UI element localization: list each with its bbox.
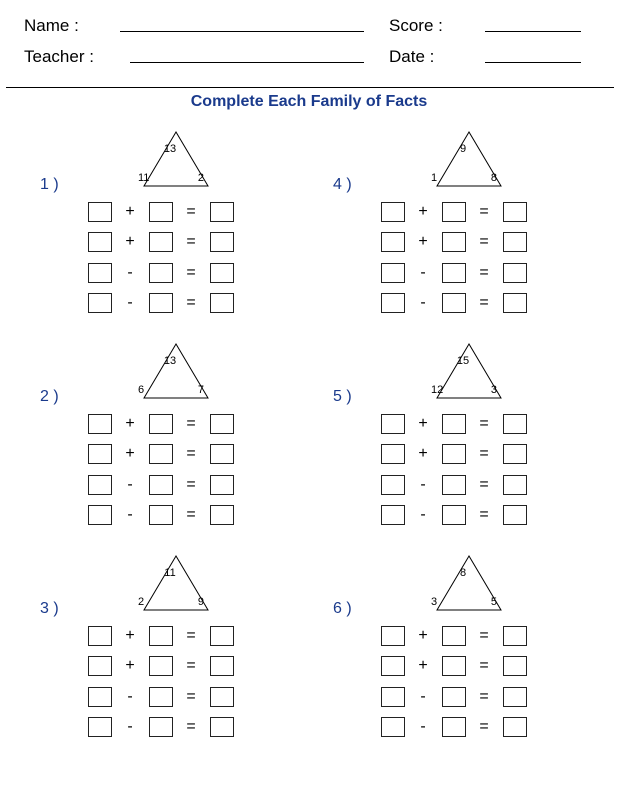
answer-box[interactable] [381,444,405,464]
score-line[interactable] [485,31,581,32]
answer-box[interactable] [88,687,112,707]
answer-box[interactable] [381,202,405,222]
answer-box[interactable] [503,293,527,313]
answer-box[interactable] [149,232,173,252]
equals-sign: = [186,627,196,644]
answer-box[interactable] [503,717,527,737]
answer-box[interactable] [149,626,173,646]
answer-box[interactable] [210,414,234,434]
answer-box[interactable] [149,687,173,707]
equals-sign: = [479,445,489,462]
date-label: Date : [389,47,435,66]
answer-box[interactable] [381,293,405,313]
teacher-label: Teacher : [24,47,94,66]
answer-box[interactable] [381,626,405,646]
answer-box[interactable] [210,475,234,495]
triangle-right-number: 8 [490,172,497,184]
plus-sign: + [418,657,428,674]
answer-box[interactable] [149,717,173,737]
plus-sign: + [125,657,135,674]
answer-box[interactable] [149,505,173,525]
answer-box[interactable] [149,293,173,313]
answer-box[interactable] [442,475,466,495]
answer-box[interactable] [149,202,173,222]
answer-box[interactable] [442,687,466,707]
triangle-top-number: 15 [456,355,470,367]
answer-box[interactable] [381,505,405,525]
minus-sign: - [420,476,426,493]
equals-sign: = [186,415,196,432]
answer-box[interactable] [503,687,527,707]
answer-box[interactable] [210,444,234,464]
problem-number: 3 ) [40,600,59,617]
answer-box[interactable] [88,505,112,525]
answer-box[interactable] [210,656,234,676]
answer-box[interactable] [88,717,112,737]
equals-sign: = [186,688,196,705]
triangle-right-number: 2 [197,172,204,184]
answer-box[interactable] [88,626,112,646]
answer-box[interactable] [442,717,466,737]
triangle-right-number: 7 [197,384,204,396]
answer-box[interactable] [149,444,173,464]
equals-sign: = [479,657,489,674]
answer-box[interactable] [88,232,112,252]
minus-sign: - [420,688,426,705]
date-line[interactable] [485,62,581,63]
equals-sign: = [479,718,489,735]
equals-sign: = [479,264,489,281]
equals-sign: = [479,203,489,220]
plus-sign: + [418,415,428,432]
name-label: Name : [24,16,79,35]
problem-number: 5 ) [333,388,352,405]
minus-sign: - [127,718,133,735]
equals-sign: = [479,627,489,644]
answer-box[interactable] [88,475,112,495]
answer-box[interactable] [381,414,405,434]
problem-number: 6 ) [333,600,352,617]
answer-box[interactable] [503,656,527,676]
answer-box[interactable] [149,475,173,495]
equals-sign: = [479,688,489,705]
triangle-top-number: 13 [163,143,177,155]
plus-sign: + [418,445,428,462]
fact-family-problem-2 [40,342,290,552]
plus-sign: + [125,415,135,432]
answer-box[interactable] [381,232,405,252]
answer-box[interactable] [381,475,405,495]
triangle-top-number: 9 [459,143,467,155]
answer-box[interactable] [210,626,234,646]
equals-sign: = [479,233,489,250]
answer-box[interactable] [442,232,466,252]
plus-sign: + [125,627,135,644]
answer-box[interactable] [503,202,527,222]
equals-sign: = [479,476,489,493]
score-label: Score : [389,16,443,35]
fact-family-problem-3 [40,554,290,764]
answer-box[interactable] [210,717,234,737]
triangle-left-number: 1 [431,172,438,184]
answer-box[interactable] [442,202,466,222]
answer-box[interactable] [88,444,112,464]
answer-box[interactable] [381,687,405,707]
answer-box[interactable] [88,202,112,222]
minus-sign: - [420,294,426,311]
triangle-left-number: 3 [431,596,438,608]
fact-family-problem-6 [333,554,583,764]
answer-box[interactable] [88,263,112,283]
answer-box[interactable] [381,717,405,737]
answer-box[interactable] [381,656,405,676]
plus-sign: + [125,203,135,220]
worksheet-title: Complete Each Family of Facts [190,93,428,110]
plus-sign: + [418,203,428,220]
answer-box[interactable] [210,293,234,313]
answer-box[interactable] [210,505,234,525]
equals-sign: = [186,203,196,220]
triangle-top-number: 13 [163,355,177,367]
equals-sign: = [479,415,489,432]
answer-box[interactable] [149,656,173,676]
minus-sign: - [127,506,133,523]
equals-sign: = [479,294,489,311]
answer-box[interactable] [503,475,527,495]
plus-sign: + [125,445,135,462]
answer-box[interactable] [442,444,466,464]
answer-box[interactable] [442,505,466,525]
problem-number: 1 ) [40,176,59,193]
equals-sign: = [186,264,196,281]
problem-number: 2 ) [40,388,59,405]
answer-box[interactable] [88,414,112,434]
minus-sign: - [420,264,426,281]
triangle-top-number: 8 [459,567,467,579]
answer-box[interactable] [503,626,527,646]
triangle-top-number: 11 [164,567,176,579]
equals-sign: = [479,506,489,523]
answer-box[interactable] [442,293,466,313]
triangle-left-number: 6 [138,384,145,396]
minus-sign: - [420,506,426,523]
answer-box[interactable] [149,414,173,434]
answer-box[interactable] [503,505,527,525]
equals-sign: = [186,718,196,735]
triangle-left-number: 2 [138,596,145,608]
minus-sign: - [127,264,133,281]
equals-sign: = [186,233,196,250]
header-divider [6,87,614,88]
equals-sign: = [186,506,196,523]
triangle-left-number: 11 [138,172,150,184]
answer-box[interactable] [442,414,466,434]
answer-box[interactable] [210,232,234,252]
minus-sign: - [420,718,426,735]
answer-box[interactable] [210,202,234,222]
answer-box[interactable] [503,414,527,434]
triangle-right-number: 5 [490,596,497,608]
fact-family-problem-4 [333,130,583,340]
equals-sign: = [186,657,196,674]
answer-box[interactable] [442,263,466,283]
answer-box[interactable] [503,444,527,464]
problem-number: 4 ) [333,176,352,193]
answer-box[interactable] [149,263,173,283]
plus-sign: + [418,233,428,250]
answer-box[interactable] [210,687,234,707]
plus-sign: + [418,627,428,644]
plus-sign: + [125,233,135,250]
answer-box[interactable] [503,263,527,283]
answer-box[interactable] [442,626,466,646]
answer-box[interactable] [88,656,112,676]
minus-sign: - [127,688,133,705]
answer-box[interactable] [210,263,234,283]
answer-box[interactable] [381,263,405,283]
equals-sign: = [186,294,196,311]
answer-box[interactable] [503,232,527,252]
name-line[interactable] [120,31,364,32]
fact-family-problem-5 [333,342,583,552]
triangle-right-number: 3 [490,384,497,396]
equals-sign: = [186,445,196,462]
triangle-right-number: 9 [197,596,204,608]
teacher-line[interactable] [130,62,364,63]
minus-sign: - [127,476,133,493]
equals-sign: = [186,476,196,493]
fact-family-problem-1 [40,130,290,340]
answer-box[interactable] [88,293,112,313]
triangle-left-number: 12 [431,384,444,396]
minus-sign: - [127,294,133,311]
answer-box[interactable] [442,656,466,676]
